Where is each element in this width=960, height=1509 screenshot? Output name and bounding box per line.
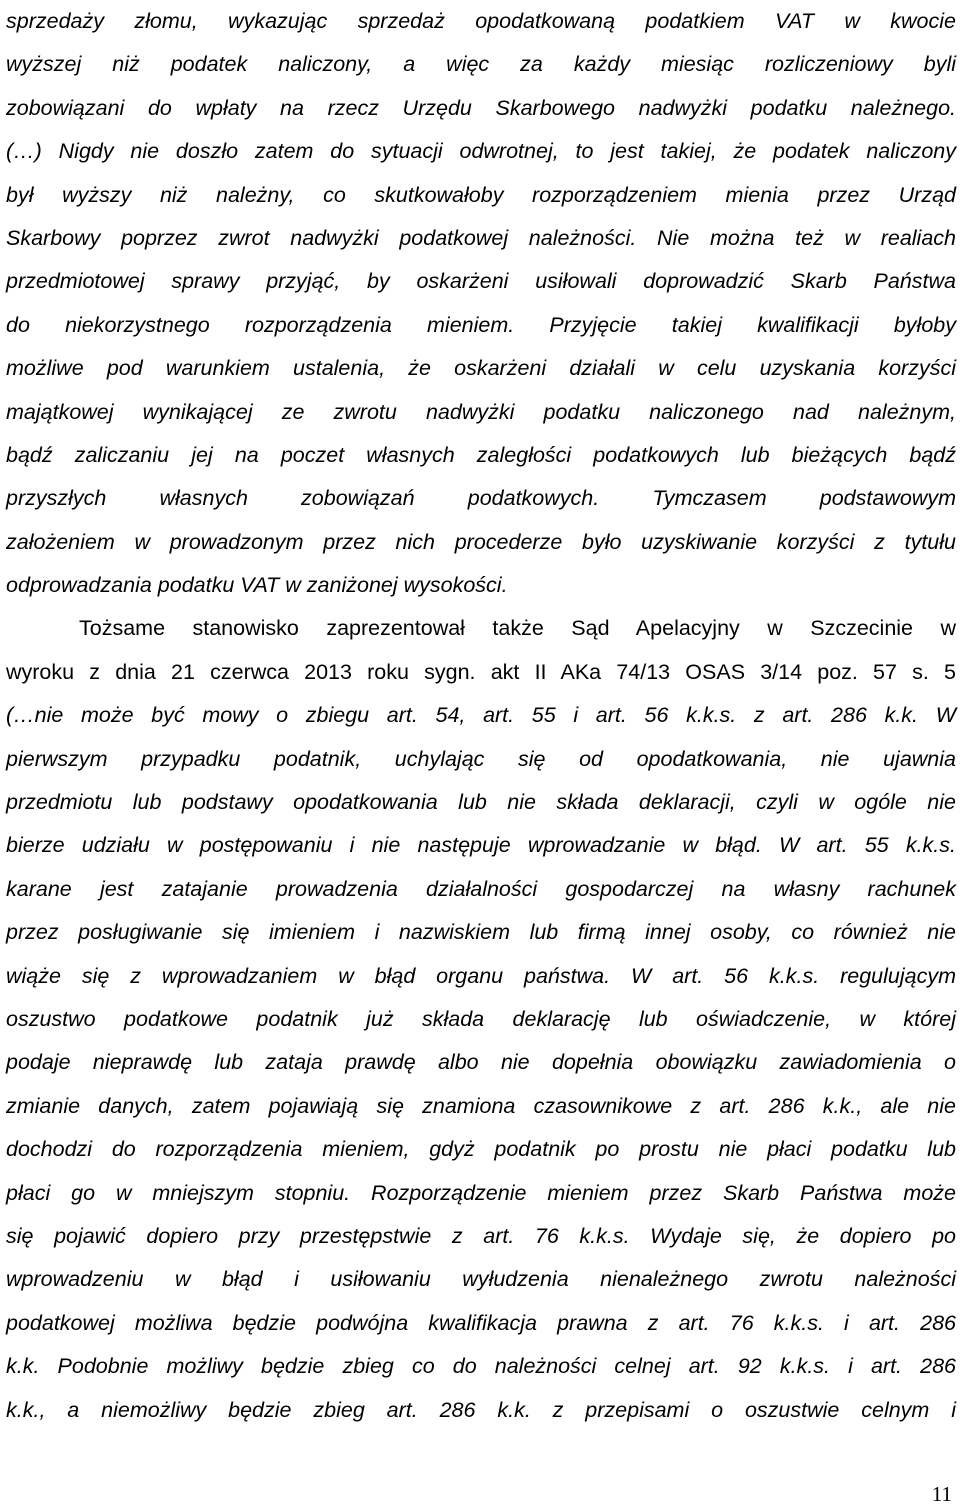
text-line-33: k.k., a niemożliwy będzie zbieg art. 286 k.k. z przepisami o oszustwie celnym i — [6, 1397, 956, 1422]
text-line-20: bierze udziału w postępowaniu i nie następuje wprowadzanie w błąd. W art. 55 k.k.s. — [6, 833, 956, 858]
text-line-6-start: Skarbowy poprzez zwrot nadwyżki podatkowej należności. — [6, 225, 637, 250]
text-line-27: dochodzi do rozporządzenia mieniem, gdyż podatnik po prostu nie płaci podatku lub — [6, 1137, 956, 1162]
text-line-32: k.k. Podobnie możliwy będzie zbieg co do należności celnej art. 92 k.k.s. i art. 286 — [6, 1354, 956, 1379]
text-line-17-start: (…nie może być mowy o zbiegu art. 54, art. 55 i art. 56 k.k.s. z art. 286 k.k. — [6, 703, 919, 728]
text-line-19: przedmiotu lub podstawy opodatkowania lub nie składa deklaracji, czyli w ogóle nie — [6, 790, 956, 815]
text-line-8 — [6, 304, 956, 347]
text-line-23: wiąże się z wprowadzaniem w błąd organu państwa. W art. 56 k.k.s. regulującym — [6, 963, 956, 988]
page-number: 11 — [931, 1482, 952, 1506]
text-line-22: przez posługiwanie się imieniem i nazwiskiem lub firmą innej osoby, co również nie — [6, 920, 956, 945]
text-line-21: karane jest zatajanie prowadzenia działalności gospodarczej na własny rachunek — [6, 876, 956, 901]
text-line-14: odprowadzania podatku VAT w zaniżonej wysokości. — [6, 573, 508, 598]
text-line-11: bądź zaliczaniu jej na poczet własnych zaległości podatkowych lub bieżących bądź — [6, 442, 956, 467]
text-line-16: wyroku z dnia 21 czerwca 2013 roku sygn. akt II AKa 74/13 OSAS 3/14 poz. 57 s. 5 — [6, 659, 956, 684]
text-line-28: płaci go w mniejszym stopniu. Rozporządzenie mieniem przez Skarb Państwa może — [6, 1180, 956, 1205]
text-line-15: Tożsame stanowisko zaprezentował także Sąd Apelacyjny w Szczecinie w — [79, 616, 956, 641]
text-line-9: możliwe pod warunkiem ustalenia, że oskarżeni działali w celu uzyskania korzyści — [6, 356, 956, 381]
text-line-10: majątkowej wynikającej ze zwrotu nadwyżki podatku naliczonego nad należnym, — [6, 399, 956, 424]
text-line-3: zobowiązani do wpłaty na rzecz Urzędu Skarbowego nadwyżki podatku należnego. — [6, 95, 956, 120]
text-line-31: podatkowej możliwa będzie podwójna kwalifikacja prawna z art. 76 k.k.s. i art. 286 — [6, 1310, 956, 1335]
text-line-8-start: do niekorzystnego rozporządzenia mieniem. — [6, 312, 515, 337]
text-line-18: pierwszym przypadku podatnik, uchylając się od opodatkowania, nie ujawnia — [6, 746, 956, 771]
text-line-8-end: Przyjęcie takiej kwalifikacji byłoby — [549, 312, 956, 337]
text-line-6-end: Nie można też w realiach — [657, 225, 956, 250]
text-line-5: był wyższy niż należny, co skutkowałoby rozporządzeniem mienia przez Urząd — [6, 182, 956, 207]
text-line-17 — [6, 694, 956, 737]
text-line-26: zmianie danych, zatem pojawiają się znamiona czasownikowe z art. 286 k.k., ale nie — [6, 1093, 956, 1118]
text-line-30: wprowadzeniu w błąd i usiłowaniu wyłudzenia nienależnego zwrotu należności — [6, 1267, 956, 1292]
text-line-4: (…) Nigdy nie doszło zatem do sytuacji odwrotnej, to jest takiej, że podatek naliczony — [6, 139, 956, 164]
text-line-24: oszustwo podatkowe podatnik już składa deklarację lub oświadczenie, w której — [6, 1006, 956, 1031]
body-text — [6, 0, 956, 1432]
text-line-6 — [6, 217, 956, 260]
text-line-29: się pojawić dopiero przy przestępstwie z art. 76 k.k.s. Wydaje się, że dopiero po — [6, 1223, 956, 1248]
text-line-12 — [6, 477, 956, 520]
text-line-12-start: przyszłych własnych zobowiązań podatkowych. — [6, 486, 600, 511]
text-line-1: sprzedaży złomu, wykazując sprzedaż opodatkowaną podatkiem VAT w kwocie — [6, 9, 956, 33]
text-line-25: podaje nieprawdę lub zataja prawdę albo nie dopełnia obowiązku zawiadomienia o — [6, 1050, 956, 1075]
text-line-2: wyższej niż podatek naliczony, a więc za każdy miesiąc rozliczeniowy byli — [6, 52, 956, 77]
text-line-13: założeniem w prowadzonym przez nich procederze było uzyskiwanie korzyści z tytułu — [6, 529, 956, 554]
text-line-17-end: W — [935, 703, 957, 728]
text-line-7: przedmiotowej sprawy przyjąć, by oskarżeni usiłowali doprowadzić Skarb Państwa — [6, 269, 956, 294]
text-line-12-end: Tymczasem podstawowym — [652, 486, 956, 511]
